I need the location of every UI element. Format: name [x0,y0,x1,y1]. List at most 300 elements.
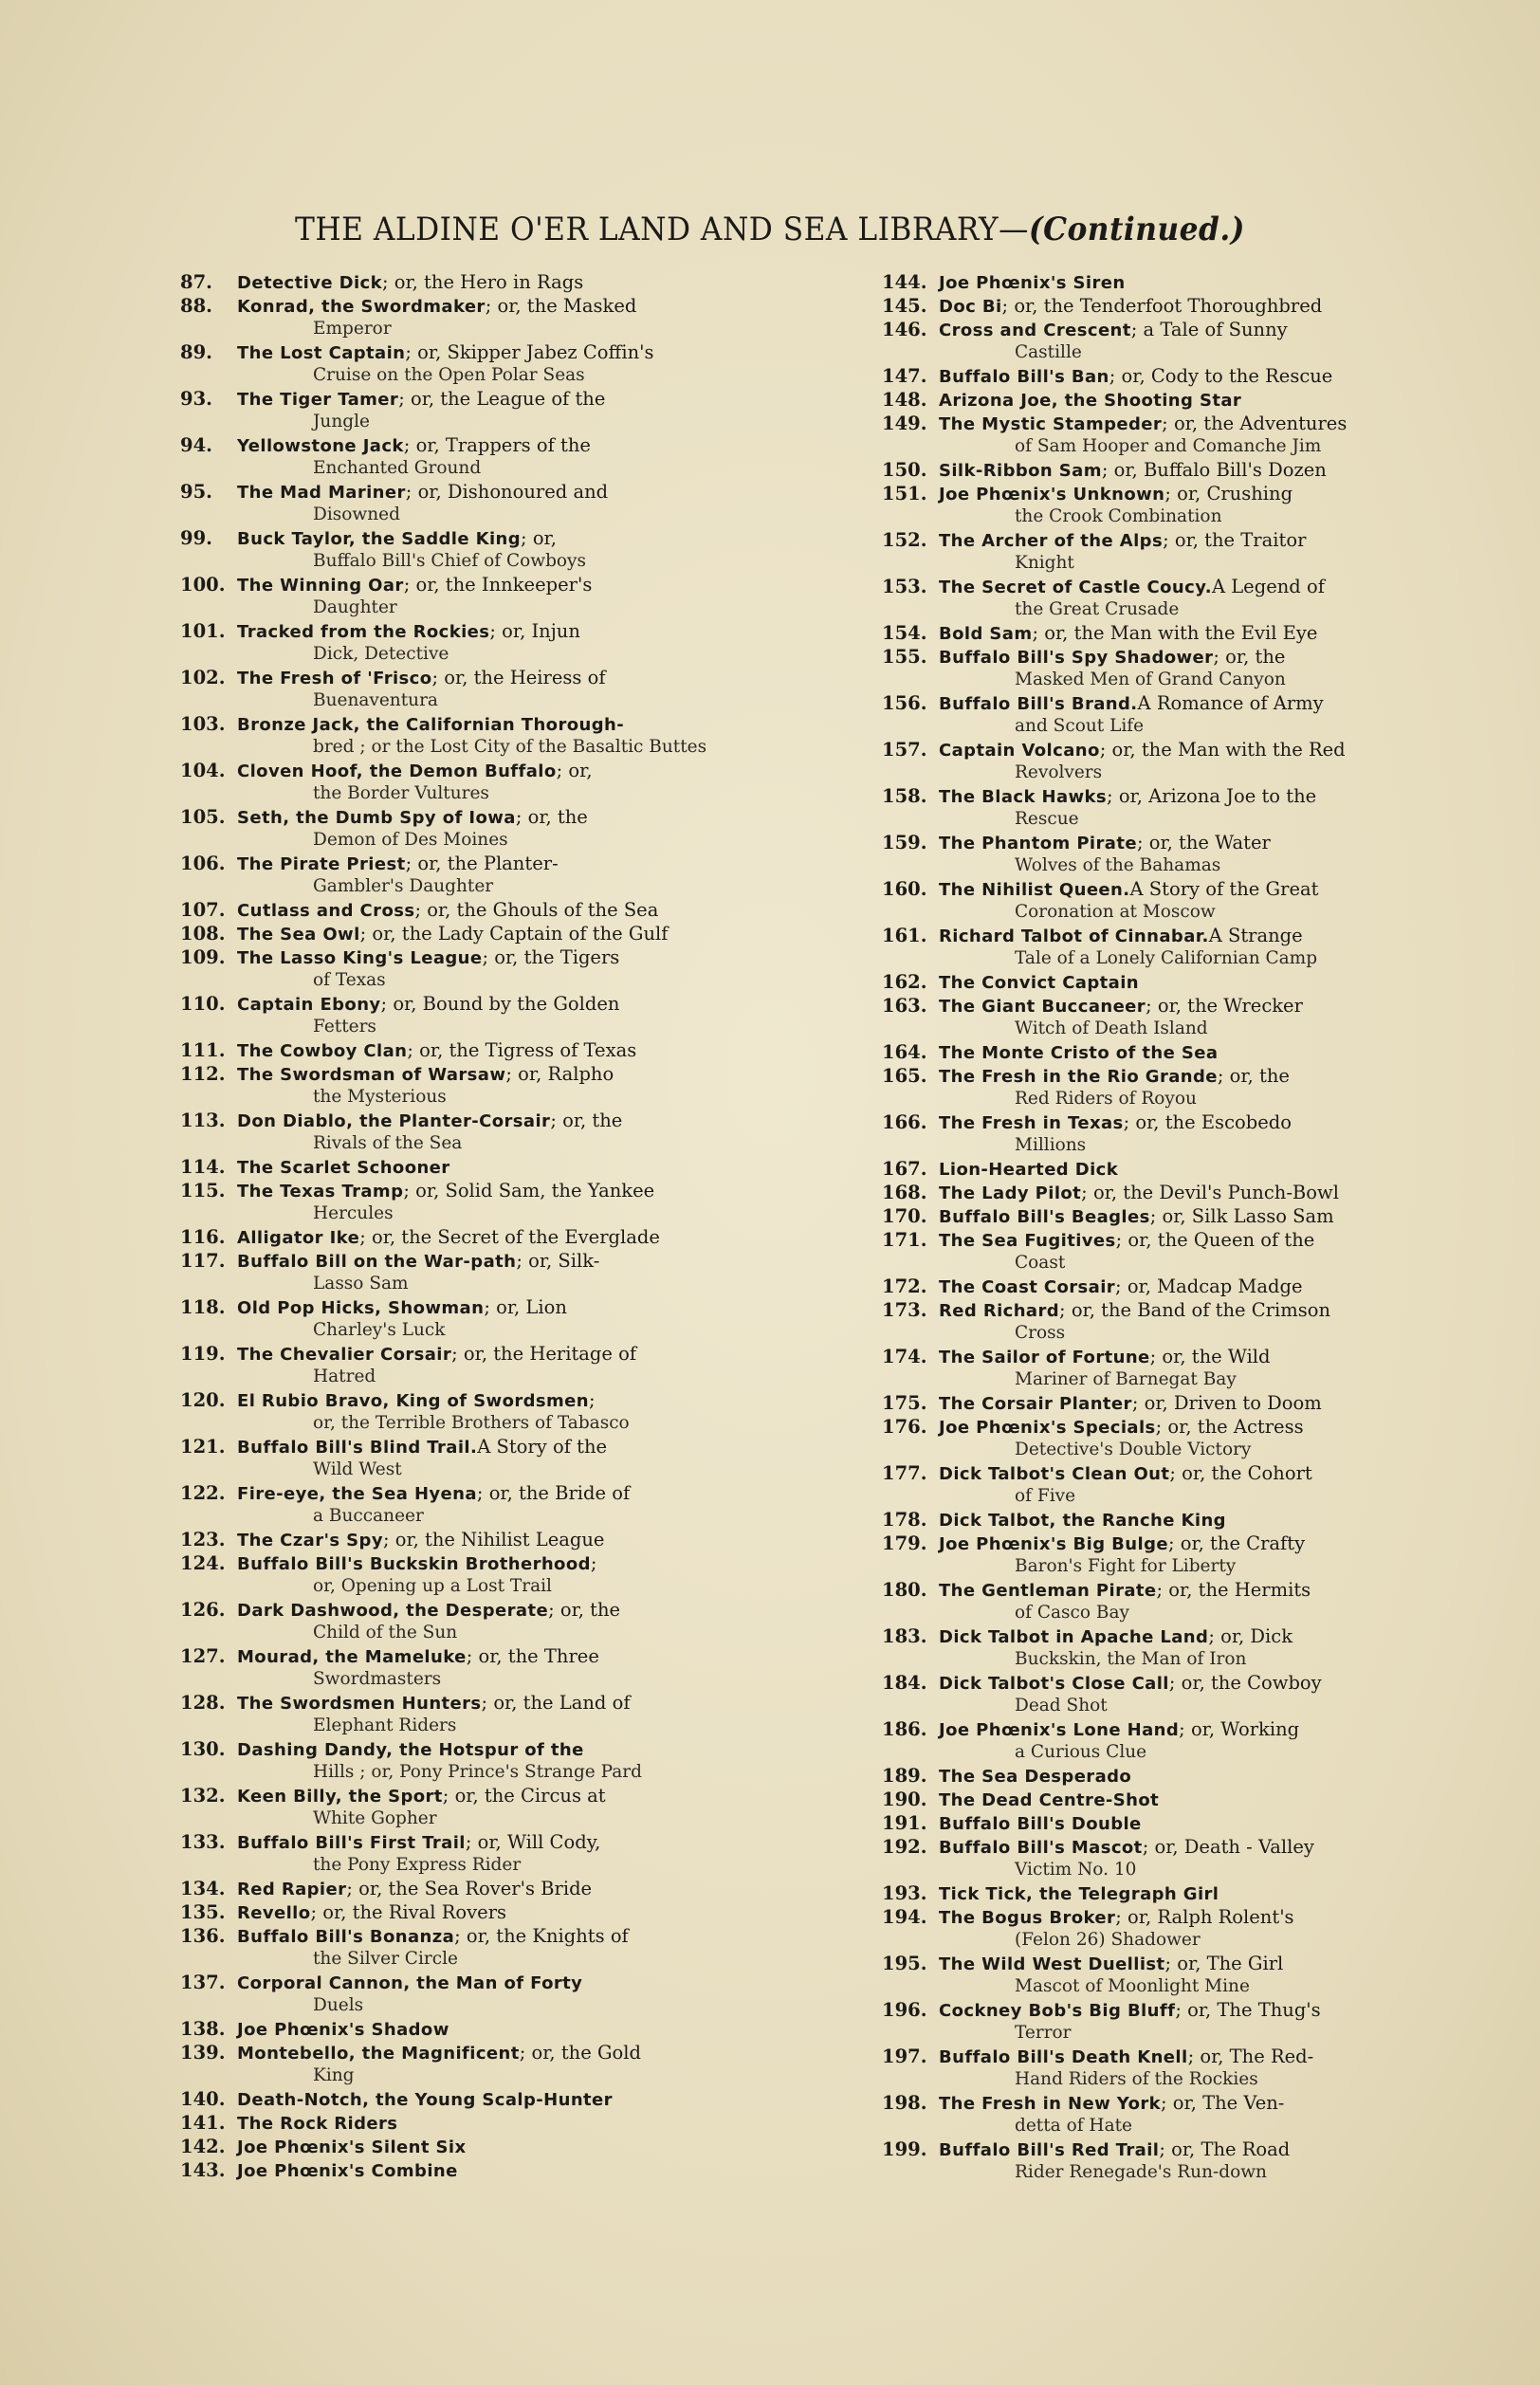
entry-title: Cloven Hoof, the Demon Buffalo [237,761,557,781]
entry-title: El Rubio Bravo, King of Swordsmen [237,1391,590,1411]
entry-continuation: Wild West [313,1459,402,1479]
entry-number: 176. [882,1416,927,1438]
entry-first-line [180,1692,825,1715]
entry-number: 135. [180,1901,226,1923]
catalog-entry [180,388,825,434]
entry-first-line [882,739,1470,762]
entry-number: 136. [180,1925,226,1947]
entry-first-line [180,1599,825,1623]
entry-title: Buffalo Bill's Red Trail [939,2140,1160,2160]
catalog-entry [882,1229,1470,1275]
entry-continuation: Coronation at Moscow [1015,902,1216,922]
entry-title: The Rock Riders [237,2114,398,2134]
entry-first-line [882,295,1470,319]
catalog-entry [882,1182,1470,1205]
entry-subtitle: ; or, the Cowboy [1168,1672,1322,1694]
entry-first-line [180,946,825,970]
entry-title: Joe Phœnix's Lone Hand [939,1720,1180,1740]
entry-title: Silk-Ribbon Sam [939,461,1102,481]
entry-title: The Fresh in Texas [939,1113,1124,1133]
entry-continuation: Enchanted Ground [313,458,482,478]
entry-subtitle: ; or, the Land of [481,1692,631,1714]
entry-title: The Gentleman Pirate [939,1581,1157,1601]
entry-first-line [882,413,1470,436]
entry-subtitle: ; or, the Wild [1149,1346,1271,1367]
entry-number: 152. [882,529,927,551]
entry-number: 153. [882,576,927,597]
entry-title: The Sea Desperado [939,1767,1132,1787]
catalog-entry [882,1836,1470,1882]
entry-number: 161. [882,925,927,946]
catalog-entry [882,995,1470,1041]
entry-first-line [882,1579,1470,1603]
entry-first-line [180,1645,825,1669]
catalog-entry [882,459,1470,483]
catalog-entry [882,2092,1470,2138]
entry-number: 180. [882,1579,927,1601]
catalog-entry [882,785,1470,832]
entry-continuation: Mariner of Barnegat Bay [1015,1369,1237,1389]
entry-continuation: Fetters [313,1017,376,1037]
entry-number: 195. [882,1953,927,1974]
entry-continuation: of Five [1015,1486,1076,1506]
entry-number: 116. [180,1226,226,1248]
entry-subtitle: ; or, the [548,1599,621,1621]
entry-number: 109. [180,946,226,968]
entry-first-line [180,620,825,644]
entry-title: Joe Phœnix's Silent Six [237,2137,467,2157]
entry-continuation: a Buccaneer [313,1506,424,1526]
entry-first-line [180,1180,825,1203]
catalog-entry [882,1111,1470,1158]
entry-number: 108. [180,923,226,945]
entry-subtitle: ; or, the Queen of the [1115,1229,1315,1251]
entry-continuation: or, the Terrible Brothers of Tabasco [313,1413,630,1433]
catalog-entry [180,1645,825,1692]
entry-continuation: (Felon 26) Shadower [1015,1930,1201,1950]
entry-title: Joe Phœnix's Specials [939,1418,1156,1438]
entry-first-line [180,1063,825,1087]
entry-subtitle: ; or, Trappers of the [403,434,591,456]
entry-number: 114. [180,1156,226,1178]
entry-subtitle: ; or, Solid Sam, the Yankee [403,1180,655,1202]
entry-number: 140. [180,2088,226,2110]
catalog-entry [180,574,825,620]
entry-number: 194. [882,1906,927,1928]
entry-title: Captain Ebony [237,995,381,1015]
catalog-entry [180,1436,825,1482]
entry-continuation: Wolves of the Bahamas [1015,855,1221,875]
entry-number: 120. [180,1389,226,1411]
entry-first-line [180,667,825,690]
entry-first-line [882,1416,1470,1440]
entry-number: 147. [882,365,927,387]
entry-first-line [882,1392,1470,1416]
entry-title: The Pirate Priest [237,854,406,874]
entry-number: 171. [882,1229,927,1251]
entry-number: 111. [180,1039,226,1061]
entry-title: Buffalo Bill's First Trail [237,1833,466,1853]
entry-first-line [180,481,825,505]
catalog-entry [882,1299,1470,1346]
entry-title: Tick Tick, the Telegraph Girl [939,1884,1219,1904]
entry-first-line [882,1532,1470,1556]
entry-number: 100. [180,574,226,596]
entry-continuation: Hand Riders of the Rockies [1015,2069,1258,2089]
entry-first-line [180,2042,825,2065]
entry-number: 160. [882,878,927,900]
entry-number: 159. [882,832,927,853]
entry-number: 177. [882,1462,927,1484]
entry-number: 139. [180,2042,226,2064]
catalog-entry [882,1346,1470,1392]
entry-first-line [882,483,1470,506]
entry-title: The Mad Mariner [237,483,406,503]
entry-first-line [180,1482,825,1506]
entry-number: 148. [882,389,927,411]
catalog-entry [180,620,825,667]
entry-first-line [882,1836,1470,1860]
entry-title: Detective Dick [237,273,382,293]
entry-title: Seth, the Dumb Spy of Iowa [237,808,516,828]
entry-subtitle: ; or, the Traitor [1163,529,1307,551]
entry-number: 112. [180,1063,226,1085]
catalog-entry [180,481,825,527]
entry-title: The Sea Owl [237,925,360,945]
entry-title: Fire-eye, the Sea Hyena [237,1484,477,1504]
entry-title: The Lady Pilot [939,1183,1082,1203]
entry-number: 179. [882,1532,927,1554]
entry-title: Buck Taylor, the Saddle King [237,529,522,549]
catalog-entry [180,923,825,946]
entry-first-line [180,1552,825,1576]
entry-subtitle: ; or, the Gold [519,2042,641,2064]
entry-first-line [180,853,825,876]
entry-subtitle: ; or, the Devil's Punch-Bowl [1081,1182,1339,1203]
entry-continuation: Rider Renegade's Run-down [1015,2162,1267,2182]
entry-subtitle: ; or, the Ghouls of the Sea [414,899,659,921]
catalog-entry [882,1205,1470,1229]
entry-number: 198. [882,2092,927,2114]
entry-continuation: Tale of a Lonely Californian Camp [1015,948,1318,968]
entry-number: 191. [882,1812,927,1834]
entry-continuation: Jungle [313,412,370,431]
entry-continuation: Rivals of the Sea [313,1133,463,1153]
entry-subtitle: ; or, the Tenderfoot Thoroughbred [1001,295,1323,317]
catalog-entry [180,760,825,806]
entry-first-line [882,1462,1470,1486]
entry-continuation: White Gopher [313,1808,437,1828]
catalog-entry [180,1901,825,1925]
entry-first-line [180,1529,825,1552]
entry-subtitle: ; or, the Tigers [482,946,620,968]
entry-first-line [180,1831,825,1855]
catalog-entry [180,1389,825,1436]
entry-number: 145. [882,295,927,317]
entry-continuation: the Mysterious [313,1087,447,1107]
entry-title: Mourad, the Mameluke [237,1647,467,1667]
entry-subtitle: ; or, the Lady Captain of the Gulf [359,923,669,945]
entry-title: The Lasso King's League [237,948,483,968]
entry-first-line [882,2092,1470,2116]
catalog-entry [882,1041,1470,1065]
entry-title: The Swordsman of Warsaw [237,1065,506,1085]
catalog-entry [882,622,1470,646]
entry-continuation: Cross [1015,1323,1066,1343]
entry-number: 174. [882,1346,927,1367]
entry-title: Lion-Hearted Dick [939,1160,1119,1180]
entry-subtitle: ; or, the Knights of [454,1925,629,1947]
entry-continuation: Disowned [313,505,400,524]
catalog-entry [180,1785,825,1831]
entry-first-line [882,1906,1470,1930]
entry-number: 196. [882,1999,927,2021]
catalog-entry [882,1065,1470,1111]
entry-title: Dark Dashwood, the Desperate [237,1601,549,1621]
entry-title: Buffalo Bill's Mascot [939,1838,1143,1858]
entry-first-line [882,319,1470,342]
entry-title: Keen Billy, the Sport [237,1787,443,1807]
catalog-entry [180,2136,825,2159]
catalog-entry [882,878,1470,925]
entry-continuation: or, Opening up a Lost Trail [313,1576,552,1596]
entry-title: Dick Talbot's Clean Out [939,1464,1170,1484]
entry-number: 184. [882,1672,927,1694]
entry-first-line [882,2046,1470,2069]
entry-first-line [180,806,825,830]
entry-continuation: Coast [1015,1253,1066,1273]
entry-continuation: King [313,2065,355,2085]
entry-number: 132. [180,1785,226,1807]
entry-first-line [882,1789,1470,1812]
catalog-entry [180,1039,825,1063]
entry-title: Buffalo Bill's Buckskin Brotherhood [237,1554,591,1574]
entry-number: 104. [180,760,226,781]
entry-number: 134. [180,1878,226,1899]
entry-title: The Nihilist Queen. [939,880,1130,900]
entry-continuation: Buffalo Bill's Chief of Cowboys [313,551,587,571]
catalog-entry [882,1953,1470,1999]
entry-number: 149. [882,413,927,434]
entry-number: 87. [180,271,212,293]
entry-continuation: Daughter [313,597,397,617]
entry-continuation: Castille [1015,342,1082,362]
entry-subtitle: ; or, Ralph Rolent's [1115,1906,1294,1928]
entry-continuation: Buenaventura [313,690,438,710]
entry-first-line [180,1156,825,1180]
entry-number: 94. [180,434,212,456]
entry-subtitle: ; or, Arizona Joe to the [1107,785,1317,807]
entry-number: 130. [180,1738,226,1760]
entry-title: The Archer of the Alps [939,531,1164,551]
catalog-entry [882,1672,1470,1718]
entry-first-line [882,2138,1470,2162]
entry-number: 157. [882,739,927,761]
entry-subtitle: ; or, the Adventures [1162,413,1348,434]
entry-first-line [882,1299,1470,1323]
entry-continuation: the Border Vultures [313,783,489,803]
catalog-entry [882,1625,1470,1672]
entry-subtitle: ; or, the Secret of the Everglade [359,1226,660,1248]
catalog-entry [180,1972,825,2018]
entry-number: 144. [882,271,927,293]
entry-title: The Fresh in the Rio Grande [939,1067,1218,1087]
entry-number: 121. [180,1436,226,1458]
entry-subtitle: ; or, Ralpho [505,1063,614,1085]
entry-subtitle: ; or, the Wrecker [1146,995,1303,1017]
catalog-entry [882,1392,1470,1416]
entry-subtitle: ; or, Buffalo Bill's Dozen [1101,459,1327,481]
entry-title: Red Rapier [237,1880,347,1899]
entry-subtitle: ; or, The Ven- [1161,2092,1285,2114]
entry-first-line [180,1785,825,1808]
entry-title: Old Pop Hicks, Showman [237,1298,485,1318]
entry-title: The Cowboy Clan [237,1041,408,1061]
entry-title: Corporal Cannon, the Man of Forty [237,1973,583,1993]
entry-title: The Chevalier Corsair [237,1345,452,1365]
catalog-entry [882,2138,1470,2185]
entry-number: 105. [180,806,226,828]
entry-number: 190. [882,1789,927,1810]
entry-continuation: Witch of Death Island [1015,1018,1208,1038]
entry-title: The Bogus Broker [939,1908,1116,1928]
entry-title: The Sea Fugitives [939,1231,1116,1251]
entry-subtitle: ; or, the [515,806,588,828]
entry-subtitle: ; or, the Innkeeper's [403,574,593,596]
entry-title: Konrad, the Swordmaker [237,297,486,317]
entry-number: 107. [180,899,226,921]
entry-number: 151. [882,483,927,505]
entry-first-line [180,2159,825,2183]
entry-title: The Dead Centre-Shot [939,1790,1160,1810]
entry-continuation: Buckskin, the Man of Iron [1015,1649,1247,1669]
entry-title: Montebello, the Magnificent [237,2044,520,2064]
entry-title: The Monte Cristo of the Sea [939,1043,1219,1063]
entry-first-line [882,785,1470,809]
entry-subtitle: ; or, Lion [484,1296,567,1318]
entry-subtitle: ; or, Skipper Jabez Coffin's [405,341,654,363]
entry-title: The Secret of Castle Coucy. [939,578,1212,597]
entry-continuation: Millions [1015,1135,1087,1155]
entry-title: Joe Phœnix's Shadow [237,2020,449,2040]
catalog-entry [180,1343,825,1389]
catalog-entry [180,1831,825,1878]
entry-first-line [882,271,1470,295]
entry-subtitle: ; [589,1389,596,1411]
entry-title: Captain Volcano [939,741,1100,761]
catalog-entry [882,389,1470,413]
entry-continuation: Hercules [313,1203,394,1223]
right-column [882,271,1470,2185]
entry-first-line [180,1110,825,1133]
entry-number: 101. [180,620,226,642]
entry-number: 113. [180,1110,226,1131]
catalog-entry [882,692,1470,739]
entry-subtitle: ; or, [556,760,593,781]
entry-first-line [882,1882,1470,1906]
entry-title: Buffalo Bill's Death Knell [939,2047,1188,2067]
entry-continuation: Hills ; or, Pony Prince's Strange Pard [313,1762,642,1782]
entry-continuation: Hatred [313,1367,376,1386]
entry-subtitle: ; or, Injun [489,620,580,642]
catalog-entry [180,271,825,295]
catalog-entry [882,646,1470,692]
entry-subtitle: ; or, the Planter- [405,853,559,874]
catalog-entry [180,1250,825,1296]
entry-first-line [180,1226,825,1250]
entry-title: The Coast Corsair [939,1277,1116,1297]
entry-continuation: Terror [1015,2023,1072,2043]
entry-first-line [180,993,825,1017]
entry-number: 93. [180,388,212,410]
entry-number: 162. [882,971,927,993]
catalog-entry [882,295,1470,319]
catalog-entry [882,925,1470,971]
catalog-entry [180,993,825,1039]
entry-number: 158. [882,785,927,807]
entry-continuation: Lasso Sam [313,1274,409,1293]
heading-continued: (Continued.) [1028,211,1245,248]
entry-first-line [882,1065,1470,1089]
entry-number: 197. [882,2046,927,2067]
entry-number: 95. [180,481,212,503]
entry-title: Joe Phœnix's Combine [237,2161,458,2181]
left-column [180,271,825,2183]
catalog-entry [882,1158,1470,1182]
entry-first-line [180,2136,825,2159]
entry-subtitle: A Strange [1208,925,1303,946]
entry-first-line [180,1972,825,1995]
entry-first-line [180,760,825,783]
entry-first-line [882,1953,1470,1976]
catalog-entry [180,1738,825,1785]
entry-first-line [180,899,825,923]
entry-subtitle: ; or, Working [1179,1718,1300,1740]
entry-title: Dick Talbot, the Ranche King [939,1511,1226,1531]
entry-title: Buffalo Bill's Double [939,1814,1142,1834]
entry-title: The Corsair Planter [939,1394,1132,1414]
entry-subtitle: ; or, the Heritage of [451,1343,637,1365]
entry-first-line [180,388,825,412]
entry-title: Death-Notch, the Young Scalp-Hunter [237,2090,613,2110]
entry-title: Joe Phœnix's Unknown [939,485,1165,505]
page-heading [62,211,1478,248]
entry-first-line [882,646,1470,670]
entry-title: Buffalo Bill's Spy Shadower [939,648,1214,668]
entry-first-line [180,1878,825,1901]
catalog-entry [882,739,1470,785]
catalog-entry [180,713,825,760]
entry-title: Joe Phœnix's Big Bulge [939,1534,1168,1554]
catalog-entry [180,1180,825,1226]
entry-continuation: a Curious Clue [1015,1742,1147,1762]
entry-title: The Phantom Pirate [939,834,1137,853]
entry-title: The Black Hawks [939,787,1108,807]
entry-number: 155. [882,646,927,668]
entry-title: Cutlass and Cross [237,901,415,921]
entry-continuation: Cruise on the Open Polar Seas [313,365,585,385]
entry-number: 172. [882,1275,927,1297]
entry-subtitle: ; or, the Water [1136,832,1271,853]
entry-number: 156. [882,692,927,714]
entry-first-line [882,1999,1470,2023]
catalog-entry [180,434,825,481]
catalog-entry [882,576,1470,622]
entry-number: 115. [180,1180,226,1202]
catalog-entry [180,1482,825,1529]
catalog-entry [882,971,1470,995]
entry-number: 164. [882,1041,927,1063]
